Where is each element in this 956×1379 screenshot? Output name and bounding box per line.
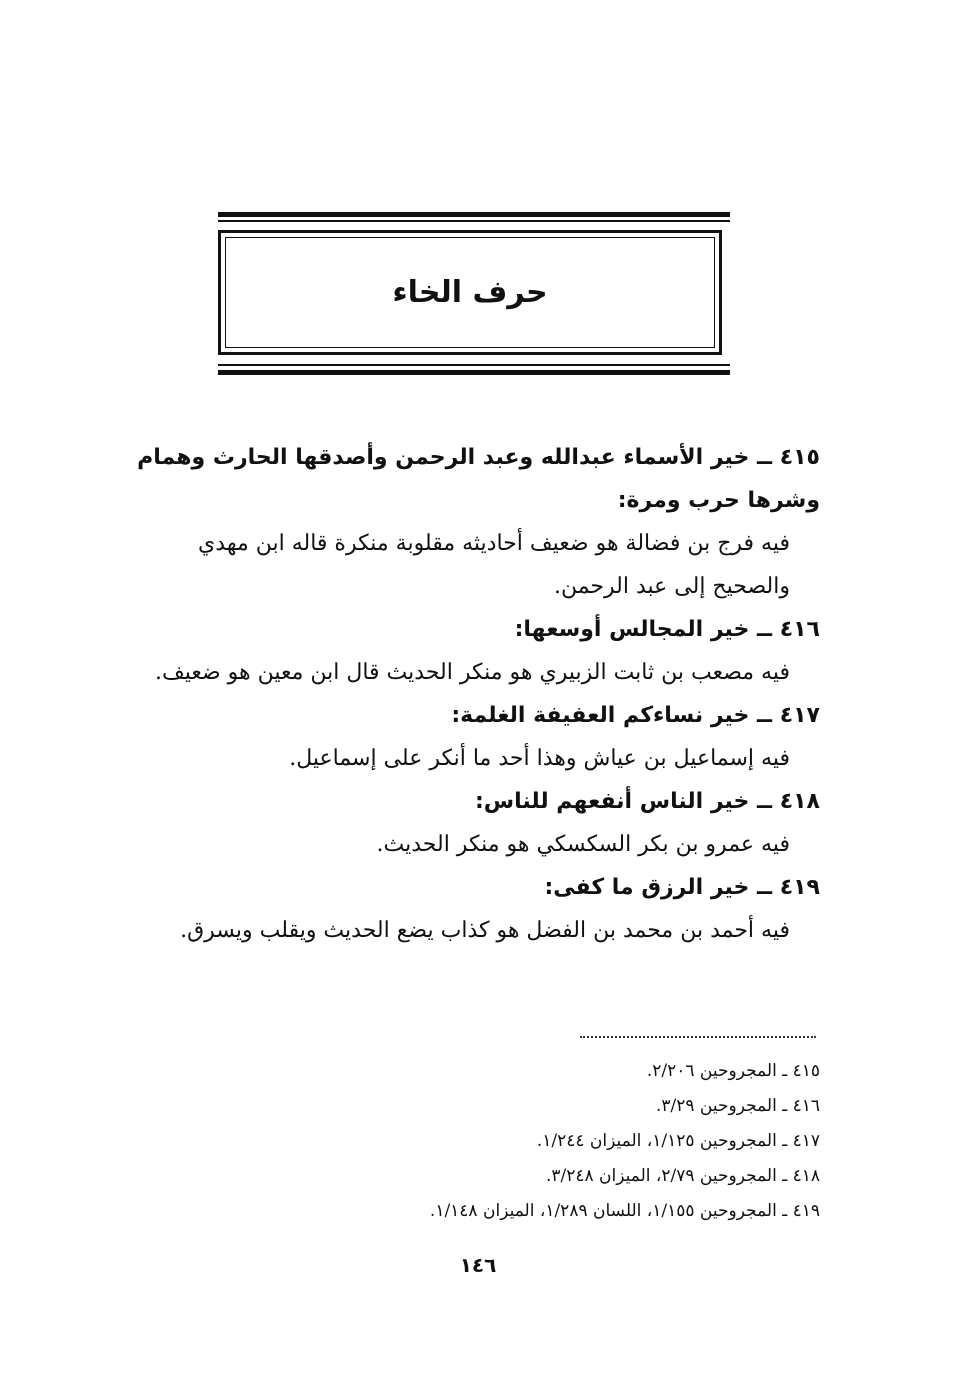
entry-heading: ٤١٦ ــ خير المجالس أوسعها: [514,617,820,642]
entry-commentary: فيه إسماعيل بن عياش وهذا أحد ما أنكر على إسماعيل. [289,746,790,771]
bottom-rule-thin [218,364,730,366]
footnote: ٤١٨ ـ المجروحين ٢/٧٩، الميزان ٣/٢٤٨. [545,1166,820,1186]
entry-417 [120,694,820,780]
entry-heading: ٤١٥ ــ خير الأسماء عبدالله وعبد الرحمن وأصدقها الحارث وهمام وشرها حرب ومرة: [137,445,820,513]
top-rule-thick [218,212,730,217]
entries-list [120,436,820,952]
section-title: حرف الخاء [392,275,548,310]
footnote: ٤١٩ ـ المجروحين ١/١٥٥، اللسان ١/٢٨٩، الميزان ١/١٤٨. [429,1201,820,1221]
entry-418 [120,780,820,866]
top-rule-thin [218,220,730,222]
entry-commentary: فيه فرج بن فضالة هو ضعيف أحاديثه مقلوبة منكرة قاله ابن مهدي والصحيح إلى عبد الرحمن. [198,531,790,599]
entry-commentary: فيه أحمد بن محمد بن الفضل هو كذاب يضع الحديث ويقلب ويسرق. [180,918,790,943]
footnote-separator [580,1036,816,1038]
entry-416 [120,608,820,694]
page-number: ١٤٦ [459,1253,497,1277]
bottom-rule-thick [218,370,730,375]
entry-commentary: فيه مصعب بن ثابت الزبيري هو منكر الحديث قال ابن معين هو ضعيف. [154,660,790,685]
footnote: ٤١٧ ـ المجروحين ١/١٢٥، الميزان ١/٢٤٤. [536,1131,820,1151]
entry-heading: ٤١٨ ــ خير الناس أنفعهم للناس: [474,789,820,814]
entry-commentary: فيه عمرو بن بكر السكسكي هو منكر الحديث. [376,832,790,857]
entry-heading: ٤١٧ ــ خير نساءكم العفيفة الغلمة: [451,703,820,728]
section-title-frame [218,230,722,355]
footnote: ٤١٥ ـ المجروحين ٢/٢٠٦. [646,1061,820,1081]
entry-415 [120,436,820,608]
entry-heading: ٤١٩ ــ خير الرزق ما كفى: [544,875,820,900]
footnote: ٤١٦ ـ المجروحين ٣/٢٩. [655,1096,820,1116]
footnotes [120,1054,820,1229]
entry-419 [120,866,820,952]
